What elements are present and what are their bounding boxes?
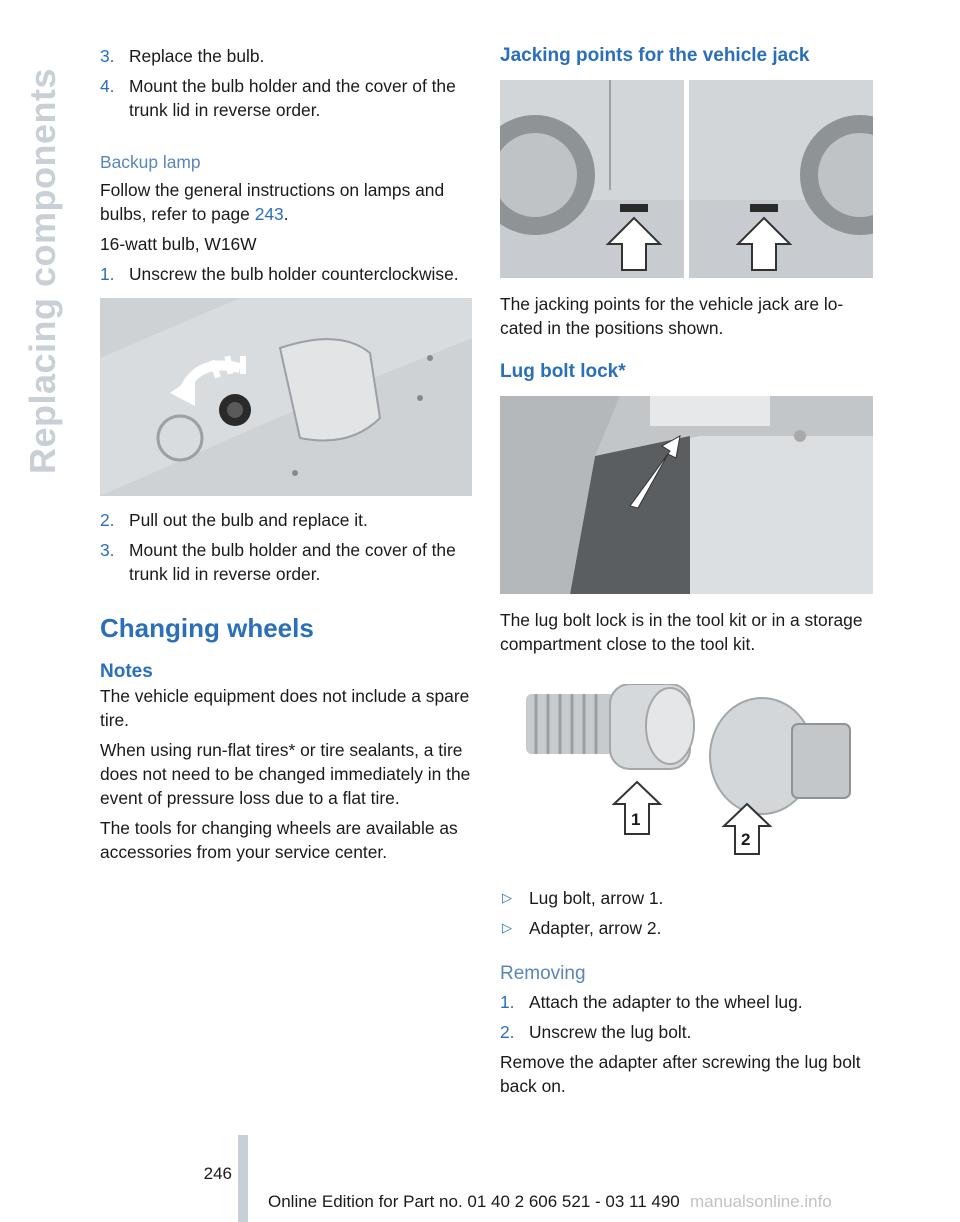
jacking-caption: The jacking points for the vehicle jack are located in the positions shown. bbox=[500, 294, 844, 338]
triangle-bullet-icon: ▷ bbox=[502, 920, 512, 935]
step-text: Unscrew the lug bolt. bbox=[529, 1022, 692, 1042]
footer-divider bbox=[238, 1135, 248, 1222]
adapter-icon bbox=[710, 698, 850, 814]
step-text: Mount the bulb holder and the cover of the trunk lid in reverse order. bbox=[129, 76, 456, 120]
step-number: 1. bbox=[500, 992, 515, 1012]
list-item bbox=[100, 538, 472, 586]
jacking-heading: Jacking points for the vehicle jack bbox=[500, 45, 810, 66]
bulb-spec: 16-watt bulb, W16W bbox=[100, 234, 257, 254]
lug-bolt-adapter-illustration bbox=[500, 684, 873, 870]
right-column bbox=[500, 44, 874, 1098]
removing-closing-text: Remove the adapter after screwing the lug bolt back on. bbox=[500, 1052, 861, 1096]
list-item bbox=[500, 886, 874, 910]
step-number: 3. bbox=[100, 540, 115, 560]
step-number: 3. bbox=[100, 46, 115, 66]
notes-paragraph: The tools for changing wheels are available as accessories from your service center. bbox=[100, 818, 458, 862]
removing-heading: Removing bbox=[500, 963, 586, 984]
arrow-label-2: 2 bbox=[741, 830, 751, 849]
lug-bolt-parts-figure bbox=[500, 684, 873, 870]
lug-bolt-heading: Lug bolt lock* bbox=[500, 361, 626, 382]
backup-lamp-intro: Follow the general instructions on lamps and bulbs, refer to page 243. bbox=[100, 180, 445, 224]
jacking-points-figure bbox=[500, 80, 873, 278]
step-number: 2. bbox=[500, 1022, 515, 1042]
left-column bbox=[100, 44, 472, 864]
notes-paragraph: The vehicle equipment does not include a spare tire. bbox=[100, 686, 470, 730]
step-number: 4. bbox=[100, 76, 115, 96]
list-item bbox=[500, 916, 874, 940]
step-text: Pull out the bulb and replace it. bbox=[129, 510, 368, 530]
lug-bolt-icon bbox=[526, 684, 694, 769]
step-text: Mount the bulb holder and the cover of the trunk lid in reverse order. bbox=[129, 540, 456, 584]
list-item bbox=[100, 508, 472, 532]
sidebar-chapter-title bbox=[22, 44, 66, 474]
arrow-label-1: 1 bbox=[631, 810, 641, 829]
backup-lamp-heading: Backup lamp bbox=[100, 152, 201, 172]
step-number: 1. bbox=[100, 264, 115, 284]
bullet-text: Adapter, arrow 2. bbox=[529, 918, 662, 938]
bullet-text: Lug bolt, arrow 1. bbox=[529, 888, 664, 908]
notes-heading: Notes bbox=[100, 661, 153, 682]
watermark: manualsonline.info bbox=[690, 1192, 832, 1211]
changing-wheels-heading: Changing wheels bbox=[100, 613, 314, 643]
triangle-bullet-icon: ▷ bbox=[502, 890, 512, 905]
edition-text: Online Edition for Part no. 01 40 2 606 521 - 03 11 490 bbox=[268, 1192, 680, 1211]
step-number: 2. bbox=[100, 510, 115, 530]
list-item bbox=[100, 44, 472, 68]
bulb-holder-figure bbox=[100, 298, 472, 496]
lug-bolt-caption: The lug bolt lock is in the tool kit or in a storage compartment close to the tool kit. bbox=[500, 610, 863, 654]
list-item bbox=[500, 990, 874, 1014]
step-text: Replace the bulb. bbox=[129, 46, 265, 66]
chapter-title-text: Replacing components bbox=[22, 67, 63, 474]
bulb-holder-illustration bbox=[100, 298, 472, 496]
step-text: Attach the adapter to the wheel lug. bbox=[529, 992, 803, 1012]
trunk-illustration bbox=[500, 396, 873, 594]
notes-paragraph: When using run-flat tires* or tire sealants, a tire does not need to be changed immediately in the event of pressure loss due to a flat tire. bbox=[100, 740, 471, 808]
list-item bbox=[100, 74, 472, 122]
jacking-points-illustration bbox=[500, 80, 873, 278]
step-text: Unscrew the bulb holder counterclockwise. bbox=[129, 264, 459, 284]
lug-bolt-location-figure bbox=[500, 396, 873, 594]
page-number: 246 bbox=[203, 1164, 232, 1183]
list-item bbox=[100, 262, 472, 286]
page-link[interactable]: 243 bbox=[254, 204, 284, 224]
list-item bbox=[500, 1020, 874, 1044]
